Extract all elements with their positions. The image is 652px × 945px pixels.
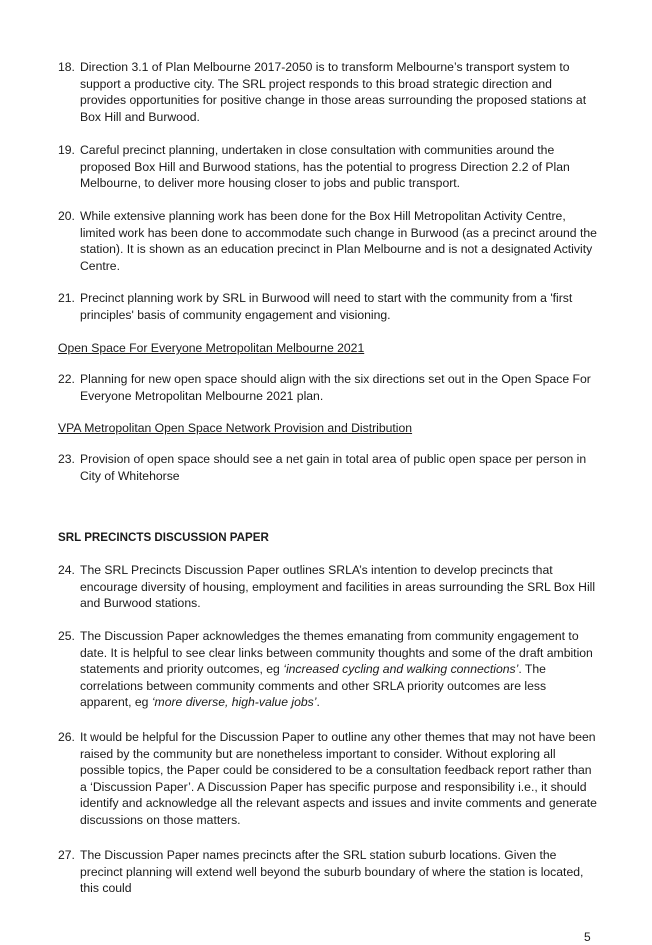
list-item-number: 26. xyxy=(58,730,75,744)
list-item-number: 25. xyxy=(58,629,75,643)
list-item xyxy=(58,59,598,125)
list-item-number: 24. xyxy=(58,563,75,577)
list-item xyxy=(58,562,598,612)
list-item xyxy=(58,847,598,897)
list-item-number: 18. xyxy=(58,60,75,74)
italic-quote: ‘increased cycling and walking connections’ xyxy=(283,662,519,677)
list-item-number: 20. xyxy=(58,209,75,223)
section-heading-vpa: VPA Metropolitan Open Space Network Provision and Distribution xyxy=(58,421,413,435)
text-run: . The correlations between community comments and other SRLA priority outcomes are less apparent, eg xyxy=(80,662,547,710)
list-item xyxy=(58,628,598,711)
text-run: Precinct planning work by SRL in Burwood will need to start with the community from a 'first principles' basis of community engagement and visioning. xyxy=(80,291,573,322)
text-run: It would be helpful for the Discussion Paper to outline any other themes that may not have been raised by the community but are nonetheless important to consider. Without exploring all possible topics, the Paper could be considered to be a consultation feedback report rather than a ‘Discussion Paper’. A Discussion Paper has specific purpose and responsibility i.e., it should identify and acknowledge all the relevant aspects and issues and invite comments and generate discussions on those matters. xyxy=(80,730,597,827)
list-item-text xyxy=(80,562,598,612)
list-item-text xyxy=(80,628,598,711)
text-run: The Discussion Paper acknowledges the themes emanating from community engagement to date. It is helpful to see clear links between community thoughts and some of the draft ambition statements and priority outcomes, eg xyxy=(80,629,593,677)
list-item xyxy=(58,729,598,829)
text-run: Provision of open space should see a net gain in total area of public open space per person in City of Whitehorse xyxy=(80,452,587,483)
text-run: Direction 3.1 of Plan Melbourne 2017-2050 is to transform Melbourne’s transport system to support a productive city. The SRL project responds to this broad strategic direction and provides opportunities for positive change in those areas surrounding the proposed stations at Box Hill and Burwood. xyxy=(80,60,587,124)
section-heading-srl-precincts: SRL PRECINCTS DISCUSSION PAPER xyxy=(58,531,269,544)
list-item xyxy=(58,451,598,484)
list-item-number: 19. xyxy=(58,143,75,157)
text-run: . xyxy=(316,695,320,710)
text-run: The SRL Precincts Discussion Paper outlines SRLA’s intention to develop precincts that encourage diversity of housing, employment and facilities in areas surrounding the SRL Box Hill and Burwood stations. xyxy=(80,563,596,611)
text-run: Planning for new open space should align with the six directions set out in the Open Space For Everyone Metropolitan Melbourne 2021 plan. xyxy=(80,372,591,403)
list-item-number: 23. xyxy=(58,452,75,466)
list-item-text xyxy=(80,847,598,897)
list-item-text xyxy=(80,451,598,484)
list-item xyxy=(58,142,598,192)
list-item xyxy=(58,290,598,323)
list-item-text xyxy=(80,290,598,323)
list-item-text xyxy=(80,208,598,274)
list-item-number: 21. xyxy=(58,291,75,305)
text-run: The Discussion Paper names precincts after the SRL station suburb locations. Given the precinct planning will extend well beyond the suburb boundary of where the station is located, this could xyxy=(80,848,584,896)
list-item-text xyxy=(80,371,598,404)
section-heading-open-space: Open Space For Everyone Metropolitan Melbourne 2021 xyxy=(58,341,365,355)
list-item-text xyxy=(80,59,598,125)
page-number: 5 xyxy=(584,930,591,944)
list-item-number: 27. xyxy=(58,848,75,862)
list-item-text xyxy=(80,142,598,192)
list-item-number: 22. xyxy=(58,372,75,386)
text-run: Careful precinct planning, undertaken in close consultation with communities around the proposed Box Hill and Burwood stations, has the potential to progress Direction 2.2 of Plan Melbourne, to deliver more housing closer to jobs and public transport. xyxy=(80,143,570,191)
text-run: While extensive planning work has been done for the Box Hill Metropolitan Activity Centre, limited work has been done to accommodate such change in Burwood (as a precinct around the station). It is shown as an education precinct in Plan Melbourne and is not a designated Activity Centre. xyxy=(80,209,597,273)
list-item-text xyxy=(80,729,598,829)
italic-quote: ‘more diverse, high-value jobs’ xyxy=(151,695,317,710)
list-item xyxy=(58,371,598,404)
list-item xyxy=(58,208,598,274)
